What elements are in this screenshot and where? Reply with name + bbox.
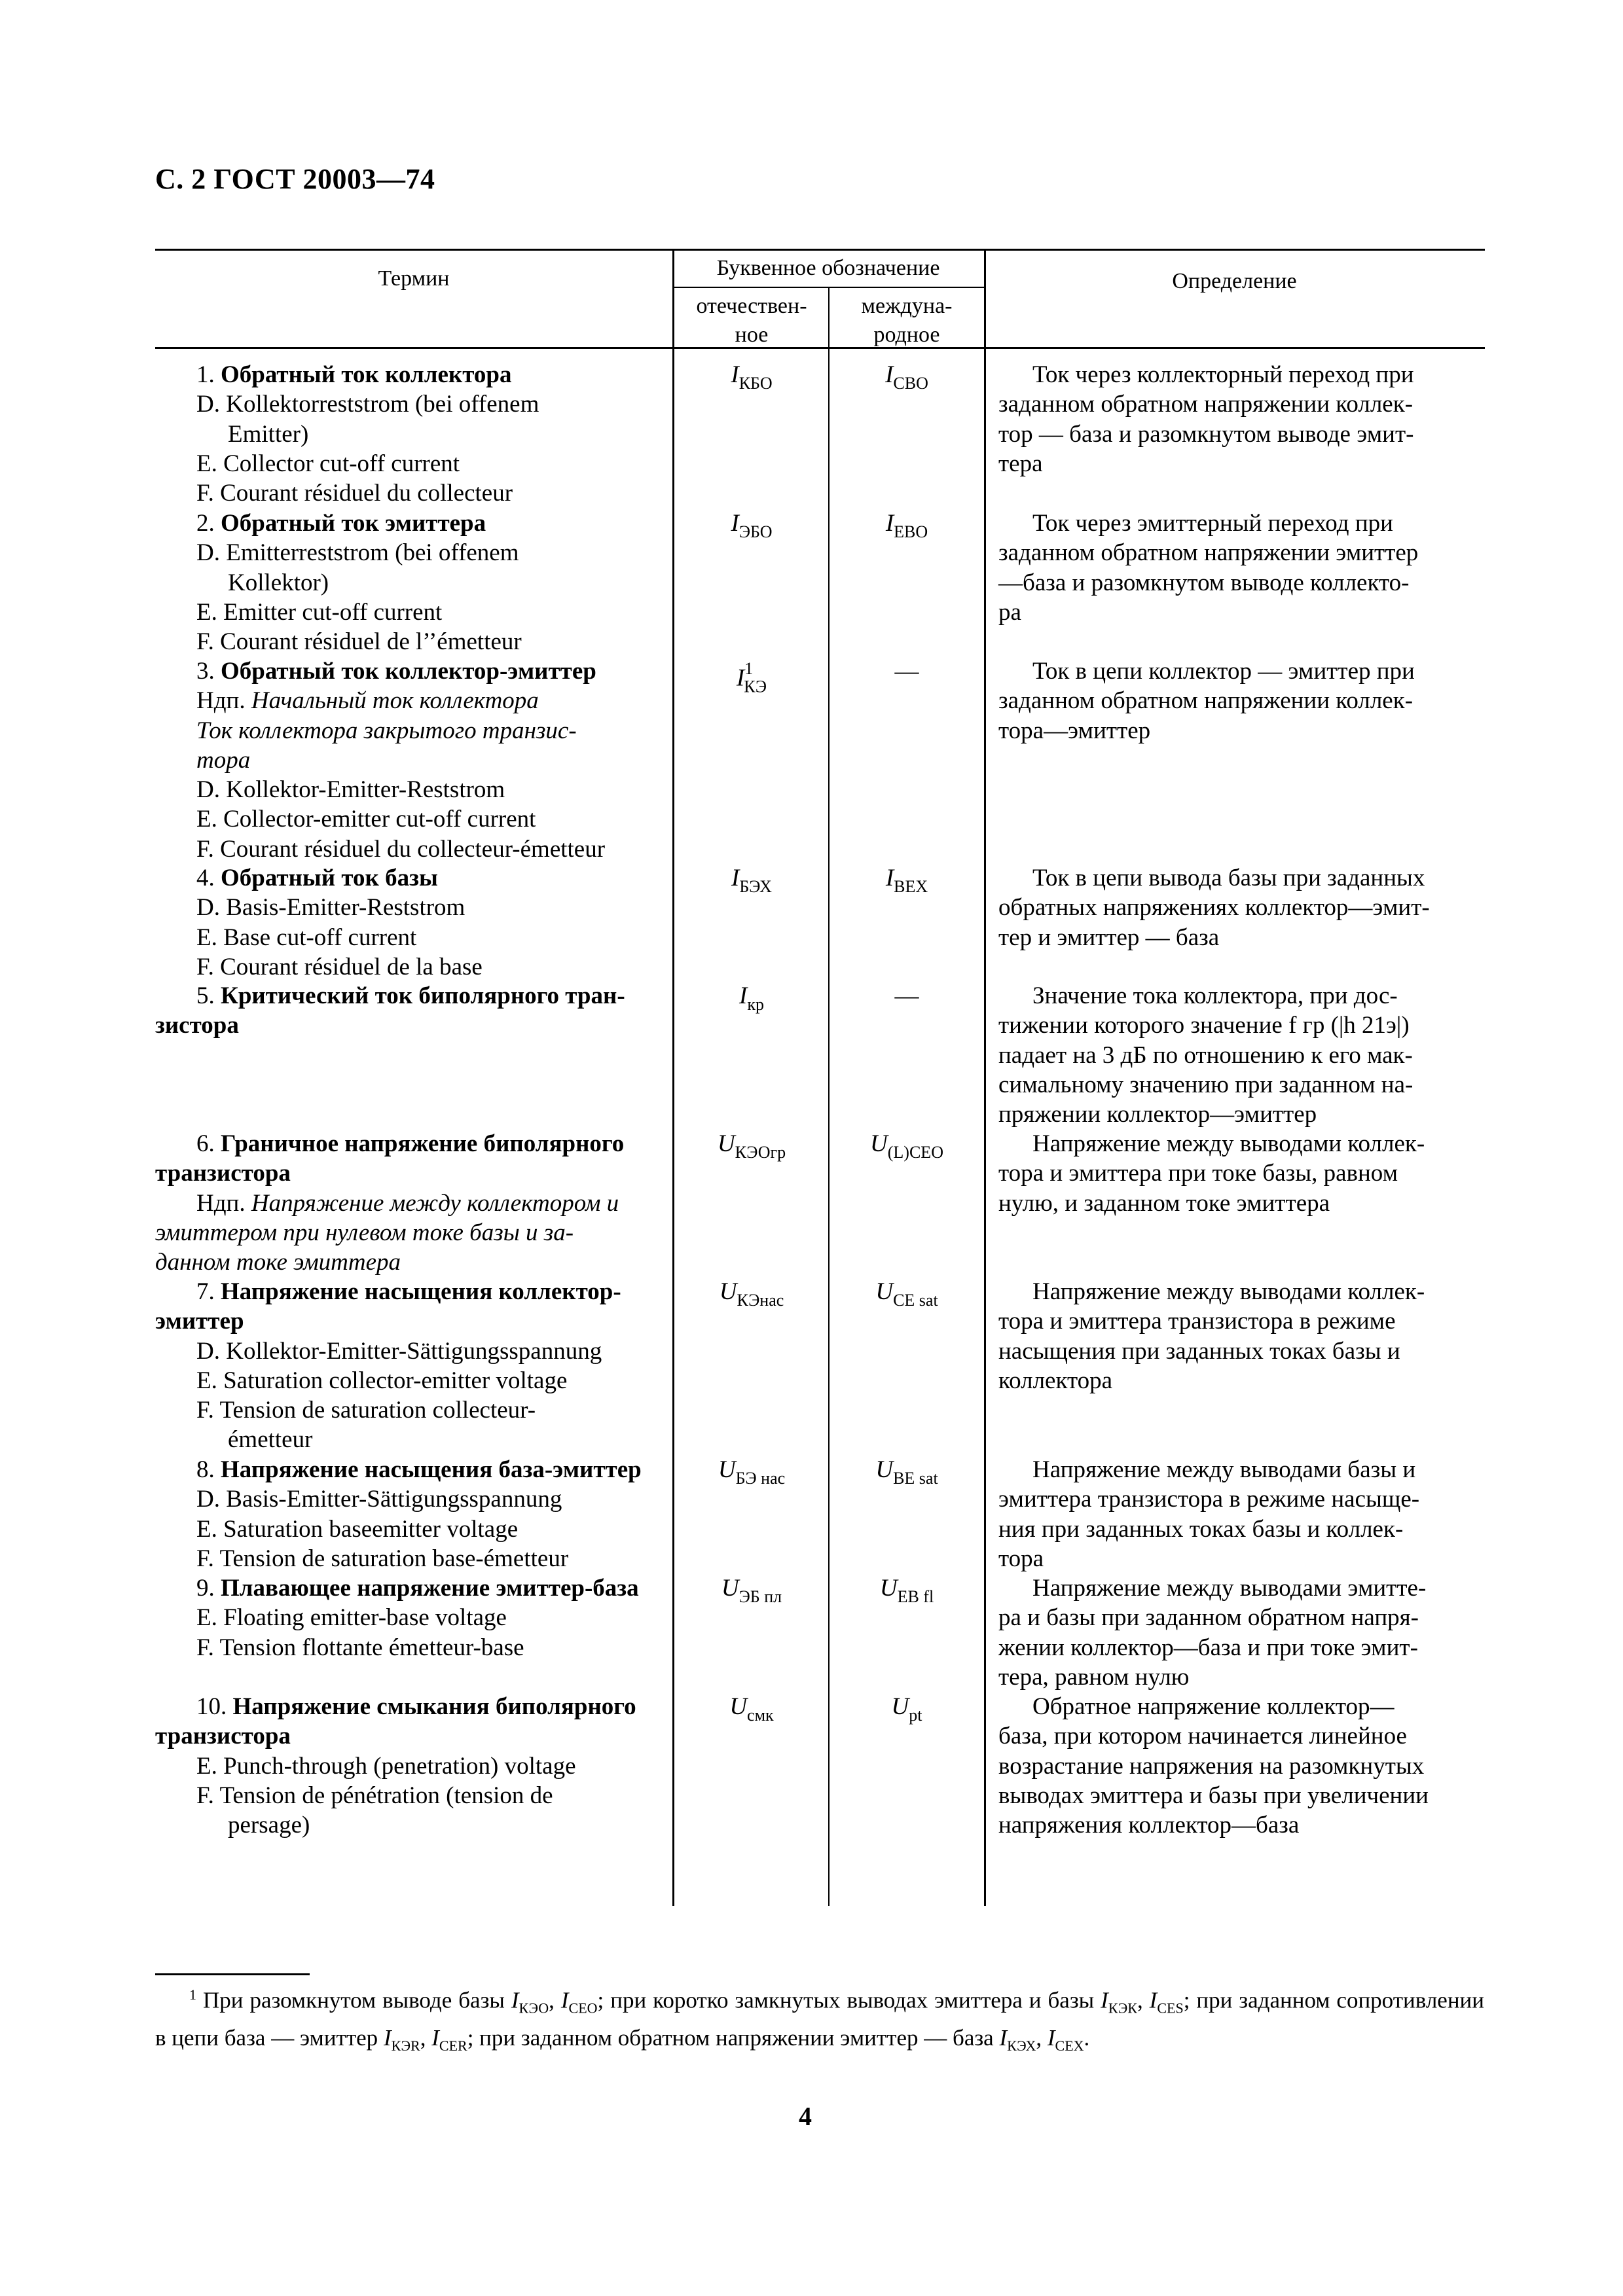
term-title: Обратный ток коллектора [221,361,512,388]
dash-symbol: — [894,658,919,685]
definition-line: тера, равном нулю [998,1663,1190,1691]
term-line: D. Kollektorreststrom (bei offenem [196,391,539,418]
term-line: E. Collector-emitter cut-off current [196,806,536,833]
term-line: F. Tension de saturation collecteur- [196,1397,536,1424]
term-cell [196,1455,660,1573]
definition-line: нулю, и заданном токе эмиттера [998,1189,1330,1217]
header-definition: Определение [1172,269,1297,293]
definition-line: Ток через эмиттерный переход при [1032,510,1393,537]
definition-cell [998,981,1480,1129]
definition-line: выводах эмиттера и базы при увеличении [998,1782,1429,1809]
symbol-subscript: КЭ [744,677,767,696]
domestic-symbol: $I_{ЭБО}$ [731,510,773,541]
definition-line: Ток через коллекторный переход при [1032,361,1414,388]
international-symbol: $U_{(L)CEO}$ [870,1130,943,1162]
international-symbol [830,981,984,1011]
definition-cell [998,1455,1480,1573]
definition-line: тижении которого значение f гр (|h 21э|) [998,1012,1410,1039]
term-cell [196,360,660,508]
deprecated-term: Ток коллектора закрытого транзис- [196,717,577,744]
term-line: D. Kollektor-Emitter-Reststrom [196,776,505,804]
international-symbol: $I_{CBO}$ [885,361,928,393]
term-line: 5. Критический ток биполярного тран- [196,982,625,1009]
header-term: Термин [378,266,450,291]
definition-line: пряжении коллектор—эмиттер [998,1101,1317,1128]
international-symbol: $I_{EBO}$ [885,510,928,541]
term-line: D. Basis-Emitter-Sättigungsspannung [196,1486,562,1513]
definition-line: ния при заданных токах базы и коллек- [998,1515,1404,1543]
definition-cell [998,1692,1480,1840]
term-line: Emitter) [228,420,309,448]
deprecated-term: Напряжение между коллектором и [251,1189,619,1217]
dash-symbol: — [894,982,919,1009]
definition-line: Напряжение между выводами коллек- [1032,1130,1425,1157]
term-title: Обратный ток коллектор-эмиттер [221,658,596,685]
header-letter: Буквенное обозначение [716,256,940,280]
term-title: транзистора [155,1160,291,1187]
symbol-subscript: кр [747,995,764,1014]
term-line: F. Courant résiduel de l’’émetteur [196,628,522,656]
definition-cell [998,1129,1480,1218]
definition-line: заданном обратном напряжении эмиттер [998,539,1419,567]
term-line: D. Basis-Emitter-Reststrom [196,894,465,922]
term-line: D. Emitterreststrom (bei offenem [196,539,519,567]
definition-line: заданном обратном напряжении коллек- [998,687,1413,715]
term-line [196,745,660,775]
definition-line: тор — база и разомкнутом выводе эмит- [998,420,1414,448]
page-header: С. 2 ГОСТ 20003—74 [155,163,435,195]
domestic-symbol: $U_{БЭ нас}$ [718,1456,786,1488]
definition-line: эмиттера транзистора в режиме насыще- [998,1486,1420,1513]
definition-line: Напряжение между выводами коллек- [1032,1278,1425,1305]
symbol-subscript: смк [747,1706,774,1725]
term-cell [196,509,660,656]
term-line: F. Courant résiduel du collecteur [196,480,513,507]
deprecated-term: данном токе эмиттера [155,1249,401,1276]
domestic-symbol: $U_{КЭОгр}$ [717,1130,786,1162]
domestic-symbol: $U_{смк}$ [729,1693,774,1725]
definition-line: тера [998,450,1043,477]
term-line: E. Floating emitter-base voltage [196,1604,507,1632]
footnote: $^1$ При разомкнутом выводе базы $I_{КЭО}$, $I_{CEO}$; при коротко замкнутых выводах эмиттера и базы $I_{КЭК}$, $I_{CES}$; при заданном сопротивлении в цепи база — эмиттер $I_{КЭR}$, $I_{CER}$; при заданном обратном напряжении эмиттер — база $I_{КЭХ}$, $I_{CEX}$. [155,1986,1485,2054]
definition-line: заданном обратном напряжении коллек- [998,391,1413,418]
term-cell [155,1277,660,1455]
term-line: F. Tension de pénétration (tension de [196,1782,553,1809]
definition-line: тора—эмиттер [998,717,1151,744]
definition-line: Напряжение между выводами эмитте- [1032,1575,1427,1602]
header-domestic [674,292,829,350]
term-line [155,1218,660,1247]
term-line: F. Courant résiduel de la base [196,953,483,980]
definition-line: падает на 3 дБ по отношению к его мак- [998,1041,1413,1069]
footnote-mark: 1 [189,1986,196,2003]
definition-line: Значение тока коллектора, при дос- [1032,982,1398,1009]
domestic-symbol: $I^1_{КЭ}$ [736,659,767,696]
symbol-subscript: pt [909,1706,922,1725]
term-cell [155,981,660,1041]
symbol-subscript: BEX [894,877,928,896]
definition-line: тора и эмиттера при токе базы, равном [998,1160,1398,1187]
term-line: E. Emitter cut-off current [196,598,443,626]
term-line [155,1721,660,1751]
term-line [155,1158,660,1188]
term-title: зистора [155,1012,239,1039]
domestic-symbol: $I_{БЭХ}$ [731,865,772,896]
table-top-rule [155,249,1485,251]
term-cell [196,656,660,864]
term-title: Плавающее напряжение эмиттер-база [221,1575,639,1602]
international-symbol: $U_{EB fl}$ [879,1575,934,1606]
term-line: 6. Граничное напряжение биполярного [196,1130,625,1157]
definition-cell [998,1277,1480,1395]
definition-line: тер и эмиттер — база [998,924,1220,951]
symbol-subscript: БЭХ [739,877,772,896]
term-line: 4. Обратный ток базы [196,865,438,891]
definition-line: Обратное напряжение коллектор— [1032,1693,1395,1720]
header-international [830,292,984,350]
col-divider-3 [984,249,986,1906]
definition-line: возрастание напряжения на разомкнутых [998,1752,1425,1780]
international-symbol: $U_{BE sat}$ [875,1456,938,1488]
header-domestic-line2: ное [735,323,769,347]
term-line: E. Punch-through (penetration) voltage [196,1752,576,1780]
term-line [155,1011,660,1040]
definition-line: Напряжение между выводами базы и [1032,1456,1416,1483]
definition-cell [998,509,1480,627]
term-title: Напряжение насыщения коллектор- [221,1278,621,1305]
definition-line: ра [998,598,1021,626]
deprecated-term: эмиттером при нулевом токе базы и за- [155,1219,574,1246]
term-title: Обратный ток эмиттера [221,510,486,537]
international-symbol [830,656,984,686]
domestic-symbol: $I_{КБО}$ [731,361,773,393]
symbol-subscript: (L)CEO [887,1143,943,1162]
definition-line: коллектора [998,1367,1113,1394]
definition-line: напряжения коллектор—база [998,1812,1300,1839]
term-line: 7. Напряжение насыщения коллектор- [196,1278,621,1305]
header-international-line1: междуна- [861,294,953,318]
definition-line: ра и базы при заданном обратном напря- [998,1604,1419,1632]
international-symbol: $U_{CE sat}$ [875,1278,938,1310]
term-cell [155,1129,660,1277]
domestic-symbol: $U_{ЭБ пл}$ [721,1575,782,1606]
term-line [155,1247,660,1277]
term-line: 2. Обратный ток эмиттера [196,510,486,537]
header-international-line2: родное [873,323,940,347]
symbol-subscript: ЭБО [739,522,773,541]
definition-line: Ток в цепи коллектор — эмиттер при [1032,658,1415,685]
term-line: 10. Напряжение смыкания биполярного [196,1693,636,1720]
definition-line: тора [998,1545,1044,1572]
definition-cell [998,360,1480,478]
term-title: Напряжение насыщения база-эмиттер [221,1456,642,1483]
definition-line: обратных напряжениях коллектор—эмит- [998,894,1430,922]
term-title: Напряжение смыкания биполярного [232,1693,636,1720]
definition-line: база, при котором начинается линейное [998,1723,1407,1750]
definition-line: насыщения при заданных токах базы и [998,1337,1400,1365]
domestic-symbol: $U_{КЭнас}$ [719,1278,784,1310]
term-line: F. Tension flottante émetteur-base [196,1634,524,1661]
header-domestic-line1: отечествен- [696,294,807,318]
symbol-footnote-mark: 1 [744,659,754,678]
symbol-subscript: ЭБ пл [739,1587,782,1606]
term-line: 9. Плавающее напряжение эмиттер-база [196,1575,639,1602]
term-line: 8. Напряжение насыщения база-эмиттер [196,1456,642,1483]
term-line: E. Saturation baseemitter voltage [196,1515,519,1543]
symbol-subscript: CBO [893,374,928,393]
term-title: транзистора [155,1723,291,1750]
term-line: 3. Обратный ток коллектор-эмиттер [196,658,596,685]
symbol-subscript: КЭОгр [735,1143,786,1162]
definition-line: жении коллектор—база и при токе эмит- [998,1634,1418,1661]
definition-line: симальному значению при заданном на- [998,1071,1413,1098]
international-symbol: $I_{BEX}$ [885,865,928,896]
deprecated-term: тора [196,746,251,774]
term-line: E. Saturation collector-emitter voltage [196,1367,568,1394]
term-line: émetteur [228,1426,313,1454]
footnote-rule [155,1973,310,1975]
symbol-subscript: БЭ нас [735,1469,786,1488]
definition-line: тора и эмиттера транзистора в режиме [998,1308,1396,1335]
col-divider-1 [672,249,674,1906]
international-symbol: $U_{pt}$ [891,1693,922,1725]
term-line: E. Collector cut-off current [196,450,460,477]
symbol-subscript: CE sat [893,1291,938,1310]
symbol-subscript: EB fl [897,1587,934,1606]
term-line: F. Courant résiduel du collecteur-émetteur [196,835,606,863]
term-line: Ндп. Напряжение между коллектором и [196,1189,619,1217]
term-line: Ндп. Начальный ток коллектора [196,687,539,715]
definition-line: Ток в цепи вывода базы при заданных [1032,865,1425,891]
deprecated-term: Начальный ток коллектора [251,687,539,715]
definition-line: —база и разомкнутом выводе коллекто- [998,569,1410,596]
domestic-symbol: $I_{кр}$ [739,982,764,1014]
term-title: Граничное напряжение биполярного [221,1130,625,1157]
term-line: Kollektor) [228,569,329,596]
term-line: 1. Обратный ток коллектора [196,361,512,388]
term-line: F. Tension de saturation base-émetteur [196,1545,569,1572]
term-line [196,716,660,745]
term-title: Обратный ток базы [221,865,438,891]
symbol-subscript: BE sat [893,1469,938,1488]
term-line: E. Base cut-off current [196,924,417,951]
term-cell [155,1692,660,1840]
term-line [155,1306,660,1336]
page-number: 4 [799,2102,812,2131]
definition-cell [998,656,1480,745]
term-line: D. Kollektor-Emitter-Sättigungsspannung [196,1337,602,1365]
definition-cell [998,1573,1480,1692]
symbol-subscript: КЭнас [737,1291,784,1310]
definition-cell [998,863,1480,952]
term-line: persage) [228,1812,310,1839]
term-title: Критический ток биполярного тран- [221,982,625,1009]
term-cell [196,1573,660,1662]
term-title: эмиттер [155,1308,244,1335]
symbol-subscript: EBO [894,522,928,541]
symbol-subscript: КБО [739,374,773,393]
term-cell [196,863,660,982]
